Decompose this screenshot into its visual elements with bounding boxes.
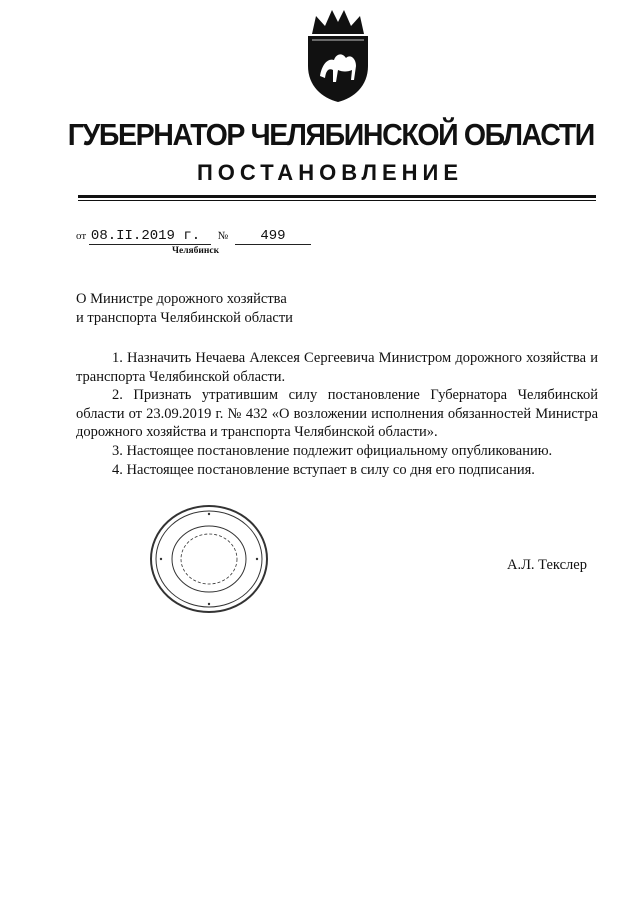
subject-line: и транспорта Челябинской области — [76, 310, 293, 326]
subject-line: О Министре дорожного хозяйства — [76, 291, 287, 307]
header-rule-thin — [78, 200, 596, 201]
resolution-paragraph: 4. Настоящее постановление вступает в силу со дня его подписания. — [112, 461, 535, 478]
date-prefix: от — [76, 230, 87, 242]
coat-of-arms-icon — [298, 4, 378, 104]
date-number-row — [76, 229, 311, 245]
number-label: № — [217, 230, 229, 242]
document-number: 499 — [235, 229, 311, 245]
resolution-paragraph: 3. Настоящее постановление подлежит официальному опубликованию. — [112, 442, 553, 459]
header-rule-thick — [78, 195, 596, 198]
official-seal-graphic — [147, 503, 271, 615]
resolution-body — [76, 349, 598, 479]
resolution-paragraph: 1. Назначить Нечаева Алексея Сергеевича Министром дорожного хозяйства и транспорта Челябинской области. — [76, 350, 598, 385]
signer-name: А.Л. Текслер — [507, 557, 587, 573]
resolution-paragraph: 2. Признать утратившим силу постановление Губернатора Челябинской области от 23.09.2019 г. № 432 «О возложении исполнения обязанностей Министра дорожного хозяйства и транспорта Челябинской области». — [76, 387, 598, 441]
official-seal-icon — [147, 503, 271, 615]
coat-of-arms-graphic — [298, 4, 378, 104]
document-subject — [76, 290, 293, 328]
city-name: Челябинск — [172, 246, 220, 256]
document-date: 08.II.2019 г. — [89, 229, 211, 245]
document-type: ПОСТАНОВЛЕНИЕ — [196, 160, 464, 185]
issuing-authority: ГУБЕРНАТОР ЧЕЛЯБИНСКОЙ ОБЛАСТИ — [67, 117, 594, 152]
